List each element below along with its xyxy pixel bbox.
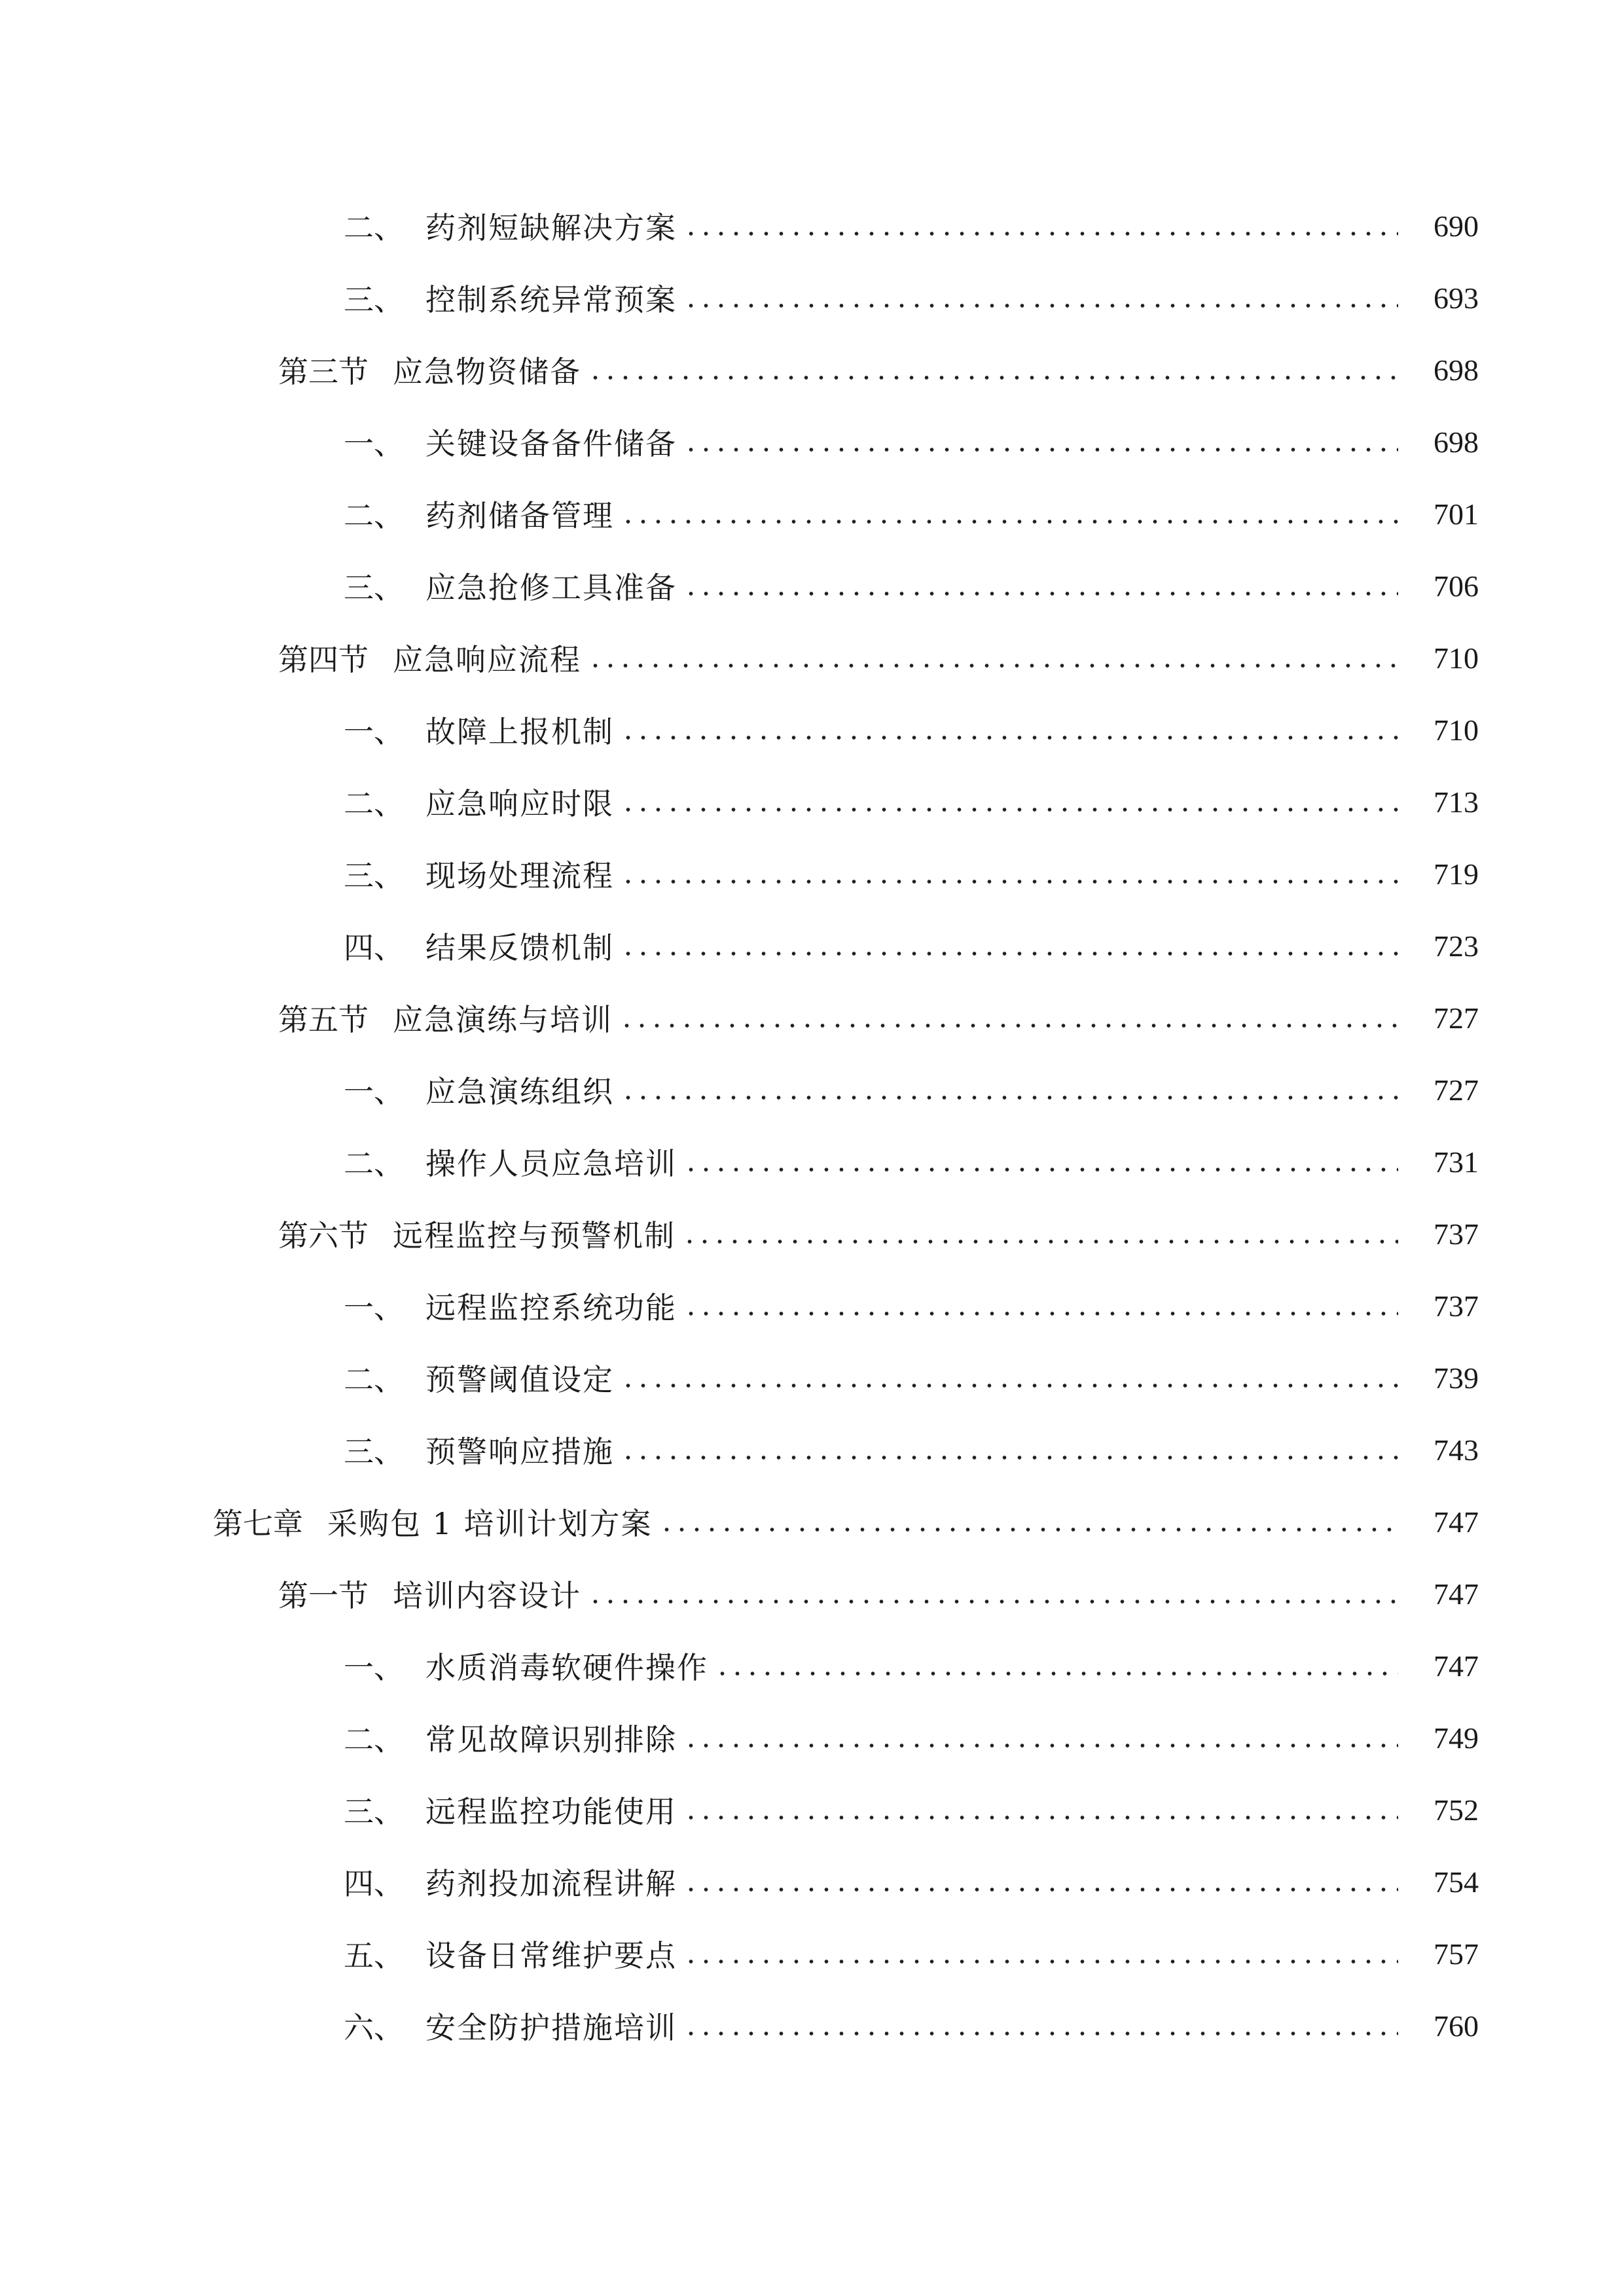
toc-entry-page-number: 698: [1434, 353, 1479, 387]
toc-entry-item[interactable]: [0, 1846, 1624, 1918]
toc-entry-page-number: 701: [1434, 497, 1479, 531]
toc-entry-title: 结果反馈机制: [425, 930, 614, 965]
toc-entry-title: 应急物资储备: [393, 354, 581, 389]
toc-entry-item[interactable]: [0, 262, 1624, 334]
toc-entry-title: 药剂储备管理: [425, 498, 614, 533]
toc-entry-page-number: 723: [1434, 929, 1479, 963]
dot-leader: [683, 1168, 1398, 1172]
toc-entry-title: 故障上报机制: [425, 714, 614, 749]
toc-entry-title: 远程监控与预警机制: [393, 1218, 676, 1253]
toc-entry-title: 培训内容设计: [393, 1578, 581, 1613]
toc-entry-title: 应急响应流程: [393, 642, 581, 677]
toc-entry-number: 第三节: [278, 354, 369, 389]
toc-entry-page-number: 727: [1434, 1073, 1479, 1107]
toc-entry-title: 现场处理流程: [425, 858, 614, 893]
toc-entry-number: 三、: [344, 570, 404, 605]
toc-entry-title: 关键设备备件储备: [425, 426, 677, 461]
toc-entry-item[interactable]: [0, 1414, 1624, 1486]
dot-leader: [588, 376, 1398, 380]
toc-entry-page-number: 739: [1434, 1361, 1479, 1395]
toc-entry-number: 二、: [344, 1146, 404, 1181]
toc-entry-item[interactable]: [0, 1990, 1624, 2062]
toc-entry-page-number: 713: [1434, 785, 1479, 819]
toc-entry-item[interactable]: [0, 1126, 1624, 1198]
toc-entry-number: 第七章: [213, 1506, 303, 1541]
toc-entry-item[interactable]: [0, 910, 1624, 982]
toc-entry-page-number: 747: [1434, 1505, 1479, 1539]
toc-entry-page-number: 749: [1434, 1721, 1479, 1755]
toc-entry-section[interactable]: [0, 982, 1624, 1054]
toc-entry-page-number: 710: [1434, 713, 1479, 747]
toc-entry-title: 预警响应措施: [425, 1434, 614, 1469]
toc-entry-number: 三、: [344, 1434, 404, 1469]
toc-entry-title: 采购包 1 培训计划方案: [327, 1506, 653, 1541]
toc-entry-title: 应急响应时限: [425, 786, 614, 821]
toc-entry-page-number: 757: [1434, 1937, 1479, 1971]
toc-entry-number: 二、: [344, 1722, 404, 1757]
toc-entry-page-number: 731: [1434, 1145, 1479, 1179]
dot-leader: [683, 232, 1398, 236]
dot-leader: [621, 520, 1398, 524]
toc-entry-page-number: 727: [1434, 1001, 1479, 1035]
dot-leader: [683, 1960, 1398, 1964]
toc-entry-item[interactable]: [0, 406, 1624, 478]
toc-entry-item[interactable]: [0, 190, 1624, 262]
dot-leader: [621, 1456, 1398, 1460]
toc-entry-item[interactable]: [0, 1342, 1624, 1414]
toc-entry-page-number: 706: [1434, 569, 1479, 603]
toc-entry-section[interactable]: [0, 622, 1624, 694]
dot-leader: [683, 304, 1398, 308]
toc-entry-number: 一、: [344, 714, 404, 749]
toc-entry-title: 预警阈值设定: [425, 1362, 614, 1397]
toc-entry-item[interactable]: [0, 766, 1624, 838]
toc-entry-title: 远程监控系统功能: [425, 1290, 677, 1325]
toc-entry-number: 三、: [344, 858, 404, 893]
dot-leader: [683, 1816, 1398, 1820]
toc-entry-title: 常见故障识别排除: [425, 1722, 677, 1757]
toc-entry-number: 六、: [344, 2010, 404, 2045]
dot-leader: [621, 808, 1398, 812]
toc-entry-number: 四、: [344, 1866, 404, 1901]
dot-leader: [659, 1528, 1398, 1532]
toc-entry-section[interactable]: [0, 1558, 1624, 1630]
toc-entry-item[interactable]: [0, 1630, 1624, 1702]
dot-leader: [621, 736, 1398, 740]
toc-entry-page-number: 698: [1434, 425, 1479, 459]
dot-leader: [683, 448, 1398, 452]
toc-entry-number: 第五节: [278, 1002, 369, 1037]
dot-leader: [621, 952, 1398, 956]
toc-entry-number: 三、: [344, 1794, 404, 1829]
toc-entry-chapter[interactable]: [0, 1486, 1624, 1558]
toc-entry-number: 二、: [344, 498, 404, 533]
dot-leader: [619, 1024, 1398, 1028]
dot-leader: [683, 1888, 1398, 1892]
toc-entry-number: 二、: [344, 1362, 404, 1397]
toc-entry-item[interactable]: [0, 1054, 1624, 1126]
toc-entry-item[interactable]: [0, 838, 1624, 910]
toc-entry-section[interactable]: [0, 334, 1624, 406]
toc-entry-item[interactable]: [0, 478, 1624, 550]
toc-entry-page-number: 760: [1434, 2009, 1479, 2043]
dot-leader: [715, 1672, 1398, 1676]
toc-entry-title: 药剂短缺解决方案: [425, 210, 677, 245]
toc-entry-number: 第六节: [278, 1218, 369, 1253]
toc-entry-title: 设备日常维护要点: [425, 1938, 677, 1973]
toc-entry-item[interactable]: [0, 1270, 1624, 1342]
dot-leader: [588, 1600, 1398, 1604]
toc-entry-item[interactable]: [0, 1702, 1624, 1774]
dot-leader: [621, 1096, 1398, 1100]
toc-entry-page-number: 737: [1434, 1289, 1479, 1323]
toc-entry-title: 应急演练与培训: [393, 1002, 613, 1037]
toc-entry-page-number: 719: [1434, 857, 1479, 891]
toc-entry-page-number: 710: [1434, 641, 1479, 675]
dot-leader: [683, 2032, 1398, 2036]
toc-entry-title: 药剂投加流程讲解: [425, 1866, 677, 1901]
toc-entry-section[interactable]: [0, 1198, 1624, 1270]
toc-entry-number: 第四节: [278, 642, 369, 677]
toc-entry-number: 五、: [344, 1938, 404, 1973]
toc-entry-title: 远程监控功能使用: [425, 1794, 677, 1829]
toc-entry-number: 四、: [344, 930, 404, 965]
toc-entry-title: 操作人员应急培训: [425, 1146, 677, 1181]
toc-entry-number: 第一节: [278, 1578, 369, 1613]
toc-entry-page-number: 747: [1434, 1649, 1479, 1683]
toc-entry-page-number: 754: [1434, 1865, 1479, 1899]
toc-entry-page-number: 690: [1434, 209, 1479, 243]
toc-entry-page-number: 693: [1434, 281, 1479, 315]
toc-entry-item[interactable]: [0, 550, 1624, 622]
toc-entry-title: 安全防护措施培训: [425, 2010, 677, 2045]
dot-leader: [682, 1240, 1398, 1244]
table-of-contents: [0, 190, 1624, 2062]
dot-leader: [621, 880, 1398, 884]
toc-entry-number: 一、: [344, 426, 404, 461]
toc-entry-item[interactable]: [0, 1918, 1624, 1990]
toc-entry-number: 一、: [344, 1650, 404, 1685]
toc-entry-number: 二、: [344, 786, 404, 821]
dot-leader: [683, 1312, 1398, 1316]
dot-leader: [683, 592, 1398, 596]
toc-entry-page-number: 737: [1434, 1217, 1479, 1251]
toc-entry-title: 应急抢修工具准备: [425, 570, 677, 605]
toc-entry-number: 一、: [344, 1074, 404, 1109]
toc-entry-number: 二、: [344, 210, 404, 245]
dot-leader: [683, 1744, 1398, 1748]
toc-entry-page-number: 743: [1434, 1433, 1479, 1467]
dot-leader: [621, 1384, 1398, 1388]
toc-entry-title: 水质消毒软硬件操作: [425, 1650, 708, 1685]
toc-entry-item[interactable]: [0, 694, 1624, 766]
toc-entry-page-number: 747: [1434, 1577, 1479, 1611]
toc-entry-number: 一、: [344, 1290, 404, 1325]
toc-entry-title: 应急演练组织: [425, 1074, 614, 1109]
dot-leader: [588, 664, 1398, 668]
toc-entry-number: 三、: [344, 282, 404, 317]
toc-entry-item[interactable]: [0, 1774, 1624, 1846]
toc-entry-title: 控制系统异常预案: [425, 282, 677, 317]
toc-entry-page-number: 752: [1434, 1793, 1479, 1827]
